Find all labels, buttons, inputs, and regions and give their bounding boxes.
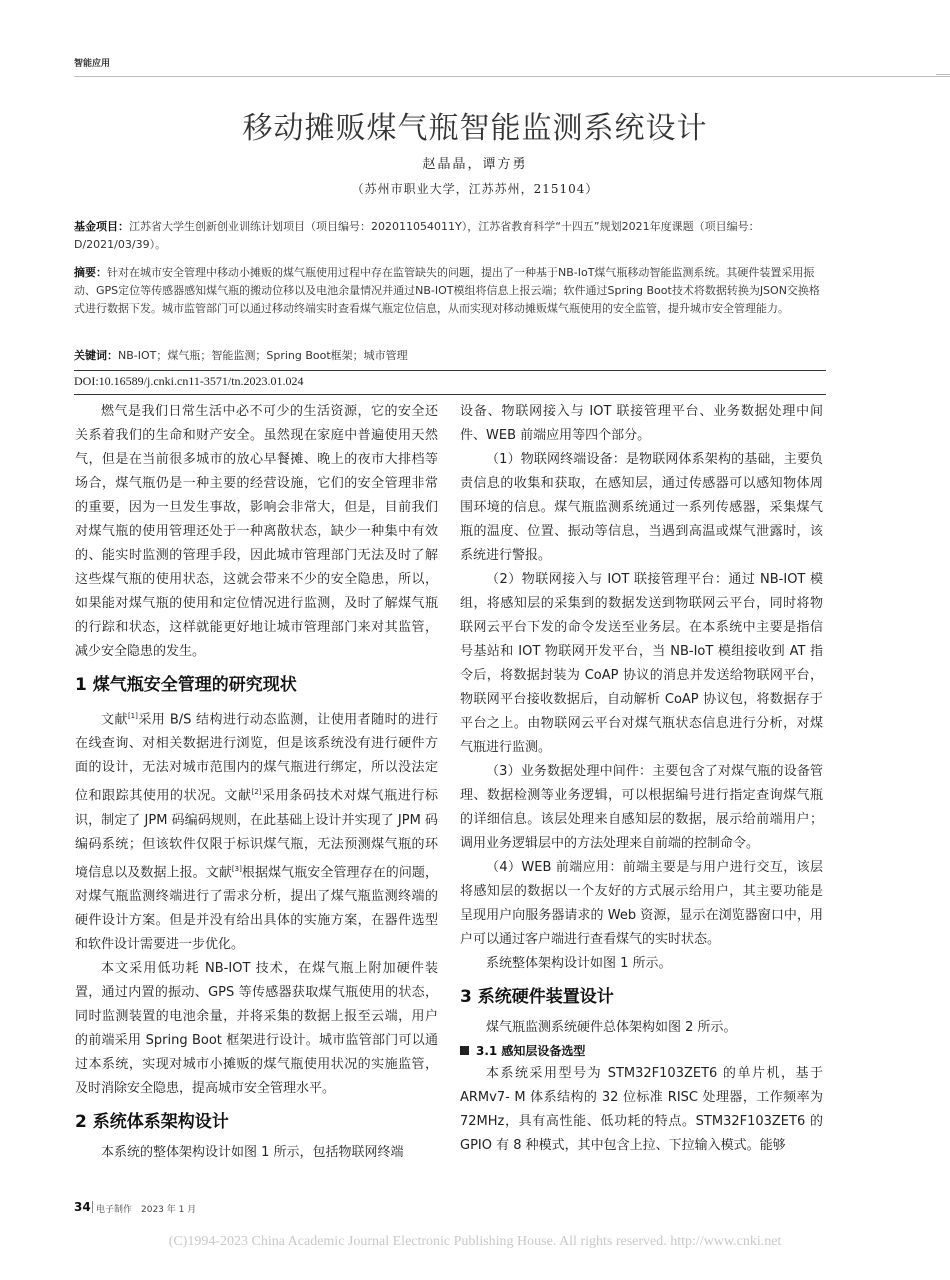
text-run: 文献 [101, 712, 128, 728]
section-heading-1: 1 煤气瓶安全管理的研究现状 [75, 675, 297, 695]
right-column [460, 400, 823, 1158]
abstract-text: 针对在城市安全管理中移动小摊贩的煤气瓶使用过程中存在监管缺失的问题，提出了一种基于NB-IoT煤气瓶移动智能监测系统。其硬件装置采用振动、GPS定位等传感器感知煤气瓶的搬动位移以及电池余量情况并通过NB-IOT模组将信息上报云端；软件通过Spring Boot技术将数据转换为JSON交换格式进行数据下发。城市监管部门可以通过移动终端实时查看煤气瓶定位信息，从而实现对移动摊贩煤气瓶使用的安全监管，提升城市安全管理能力。 [74, 266, 820, 315]
figure-1-ref: 系统整体架构设计如图 1 所示。 [486, 956, 672, 971]
paper-title: 移动摊贩煤气瓶智能监测系统设计 [242, 111, 708, 146]
fund-info [74, 218, 826, 254]
subsection-title: 3.1 感知层设备选型 [476, 1044, 586, 1058]
fund-label: 基金项目： [74, 220, 129, 233]
journal-issue: 电子制作 2023 年 1 月 [96, 1205, 197, 1215]
citation-2: [2] [251, 788, 262, 797]
citation-3: [3] [231, 864, 242, 873]
header-rule [74, 76, 950, 77]
keywords-text: NB-IOT；煤气瓶；智能监测；Spring Boot框架；城市管理 [118, 349, 408, 362]
abstract-label: 摘要： [74, 266, 107, 279]
figure-2-ref: 煤气瓶监测系统硬件总体架构如图 2 所示。 [486, 1020, 737, 1035]
abstract [74, 264, 826, 318]
intro-paragraph: 燃气是我们日常生活中必不可少的生活资源，它的安全还关系着我们的生命和财产安全。虽然现在家庭中普遍使用天然气，但是在当前很多城市的放心早餐摊、晚上的夜市大排档等场合，煤气瓶仍是一种主要的经营设施，它们的安全管理非常的重要，因为一旦发生事故，影响会非常大，但是，目前我们对煤气瓶的使用管理还处于一种离散状态，缺少一种集中有效的、能实时监测的管理手段，因此城市管理部门无法及时了解这些煤气瓶的使用状态，这就会带来不少的安全隐患，所以，如果能对煤气瓶的使用和定位情况进行监测，及时了解煤气瓶的行踪和状态，这样就能更好地让城市管理部门来对其监管，减少安全隐患的发生。 [75, 404, 438, 659]
meta-divider [74, 370, 826, 371]
list-item-middleware: （3）业务数据处理中间件：主要包含了对煤气瓶的设备管理、数据检测等业务逻辑，可以根据编号进行指定查询煤气瓶的详细信息。该层处理来自感知层的数据，展示给前端用户；调用业务逻辑层中的方法处理来自前端的控制命令。 [460, 764, 823, 851]
copyright-watermark: (C)1994-2023 China Academic Journal Electronic Publishing House. All rights reserved. http://www.cnki.net [168, 1234, 782, 1249]
page-number: 34 [74, 1200, 91, 1214]
paper-authors: 赵晶晶，谭方勇 [422, 157, 528, 172]
section-heading-3: 3 系统硬件装置设计 [460, 987, 614, 1007]
text-run: 采用 B/S 结构进行动态监测，让使用者随时的进行在线查询、对相关数据进行浏览，但是该系统没有进行硬件方面的设计，无法对城市范围内的煤气瓶进行绑定，所以没法定位和跟踪其使用的状况。文献 [75, 712, 438, 804]
header-rule-end [936, 74, 950, 75]
text-run: 采用条码技术对煤气瓶进行标识，制定了 JPM 码编码规则，在此基础上设计并实现了 JPM 码编码系统；但该软件仅限于标识煤气瓶，无法预测煤气瓶的环境信息以及数据上报。文献 [75, 788, 438, 880]
doi: DOI:10.16589/j.cnki.cn11-3571/tn.2023.01.024 [74, 374, 304, 388]
doi-divider [74, 394, 826, 395]
continued-paragraph: 设备、物联网接入与 IOT 联接管理平台、业务数据处理中间件、WEB 前端应用等四个部分。 [460, 404, 823, 443]
square-bullet-icon [460, 1046, 469, 1055]
list-item-platform: （2）物联网接入与 IOT 联接管理平台：通过 NB-IOT 模组，将感知层的采集到的数据发送到物联网云平台，同时将物联网云平台下发的命令发送至业务层。在本系统中主要是指信号基站和 IOT 物联网开发平台，当 NB-IoT 模组接收到 AT 指令后，将数据封装为 CoAP 协议的消息并发送给物联网平台，物联网平台接收数据后，自动解析 CoAP 协议包，将数据存于平台之上。由物联网云平台对煤气瓶状态信息进行分析，对煤气瓶进行监测。 [460, 572, 823, 755]
research-paragraph [75, 704, 438, 957]
architecture-paragraph: 本系统的整体架构设计如图 1 所示，包括物联网终端 [101, 1144, 404, 1160]
list-item-terminal: （1）物联网终端设备：是物联网体系架构的基础，主要负责信息的收集和获取，在感知层，通过传感器可以感知物体周围环境的信息。煤气瓶监测系统通过一系列传感器，采集煤气瓶的温度、位置、振动等信息，当遇到高温或煤气泄露时，该系统进行警报。 [460, 452, 823, 563]
hardware-paragraph: 本系统采用型号为 STM32F103ZET6 的单片机，基于 ARMv7- M 体系结构的 32 位标准 RISC 处理器，工作频率为 72MHz，具有高性能、低功耗的特点。STM32F103ZET6 的 GPIO 有 8 种模式，其中包含上拉、下拉输入模式。能够 [460, 1066, 823, 1153]
approach-paragraph: 本文采用低功耗 NB-IOT 技术，在煤气瓶上附加硬件装置，通过内置的振动、GPS 等传感器获取煤气瓶使用的状态，同时监测装置的电池余量，并将采集的数据上报至云端，用户的前端采用 Spring Boot 框架进行设计。城市监管部门可以通过本系统，实现对城市小摊贩的煤气瓶使用状况的实施监管，及时消除安全隐患，提高城市安全管理水平。 [75, 960, 438, 1096]
text-run: 根据煤气瓶安全管理存在的问题，对煤气瓶监测终端进行了需求分析，提出了煤气瓶监测终端的硬件设计方案。但是并没有给出具体的实施方案，在器件选型和软件设计需要进一步优化。 [75, 864, 438, 952]
section-heading-2: 2 系统体系架构设计 [75, 1111, 229, 1132]
subsection-heading-3-1 [460, 1040, 823, 1062]
list-item-web: （4）WEB 前端应用：前端主要是与用户进行交互，该层将感知层的数据以一个友好的方式展示给用户，其主要功能是呈现用户向服务器请求的 Web 资源，显示在浏览器窗口中，用户可以通过客户端进行查看煤气的实时状态。 [460, 860, 823, 947]
paper-affiliation: （苏州市职业大学，江苏苏州，215104） [351, 182, 599, 196]
section-label: 智能应用 [74, 59, 111, 69]
left-column [75, 400, 438, 1165]
keywords-label: 关键词： [74, 349, 118, 362]
footer-separator [92, 1201, 93, 1213]
keywords [74, 347, 826, 365]
citation-1: [1] [127, 712, 138, 720]
fund-text: 江苏省大学生创新创业训练计划项目（项目编号：202011054011Y），江苏省教育科学“十四五”规划2021年度课题（项目编号：D/2021/03/39）。 [74, 220, 760, 251]
